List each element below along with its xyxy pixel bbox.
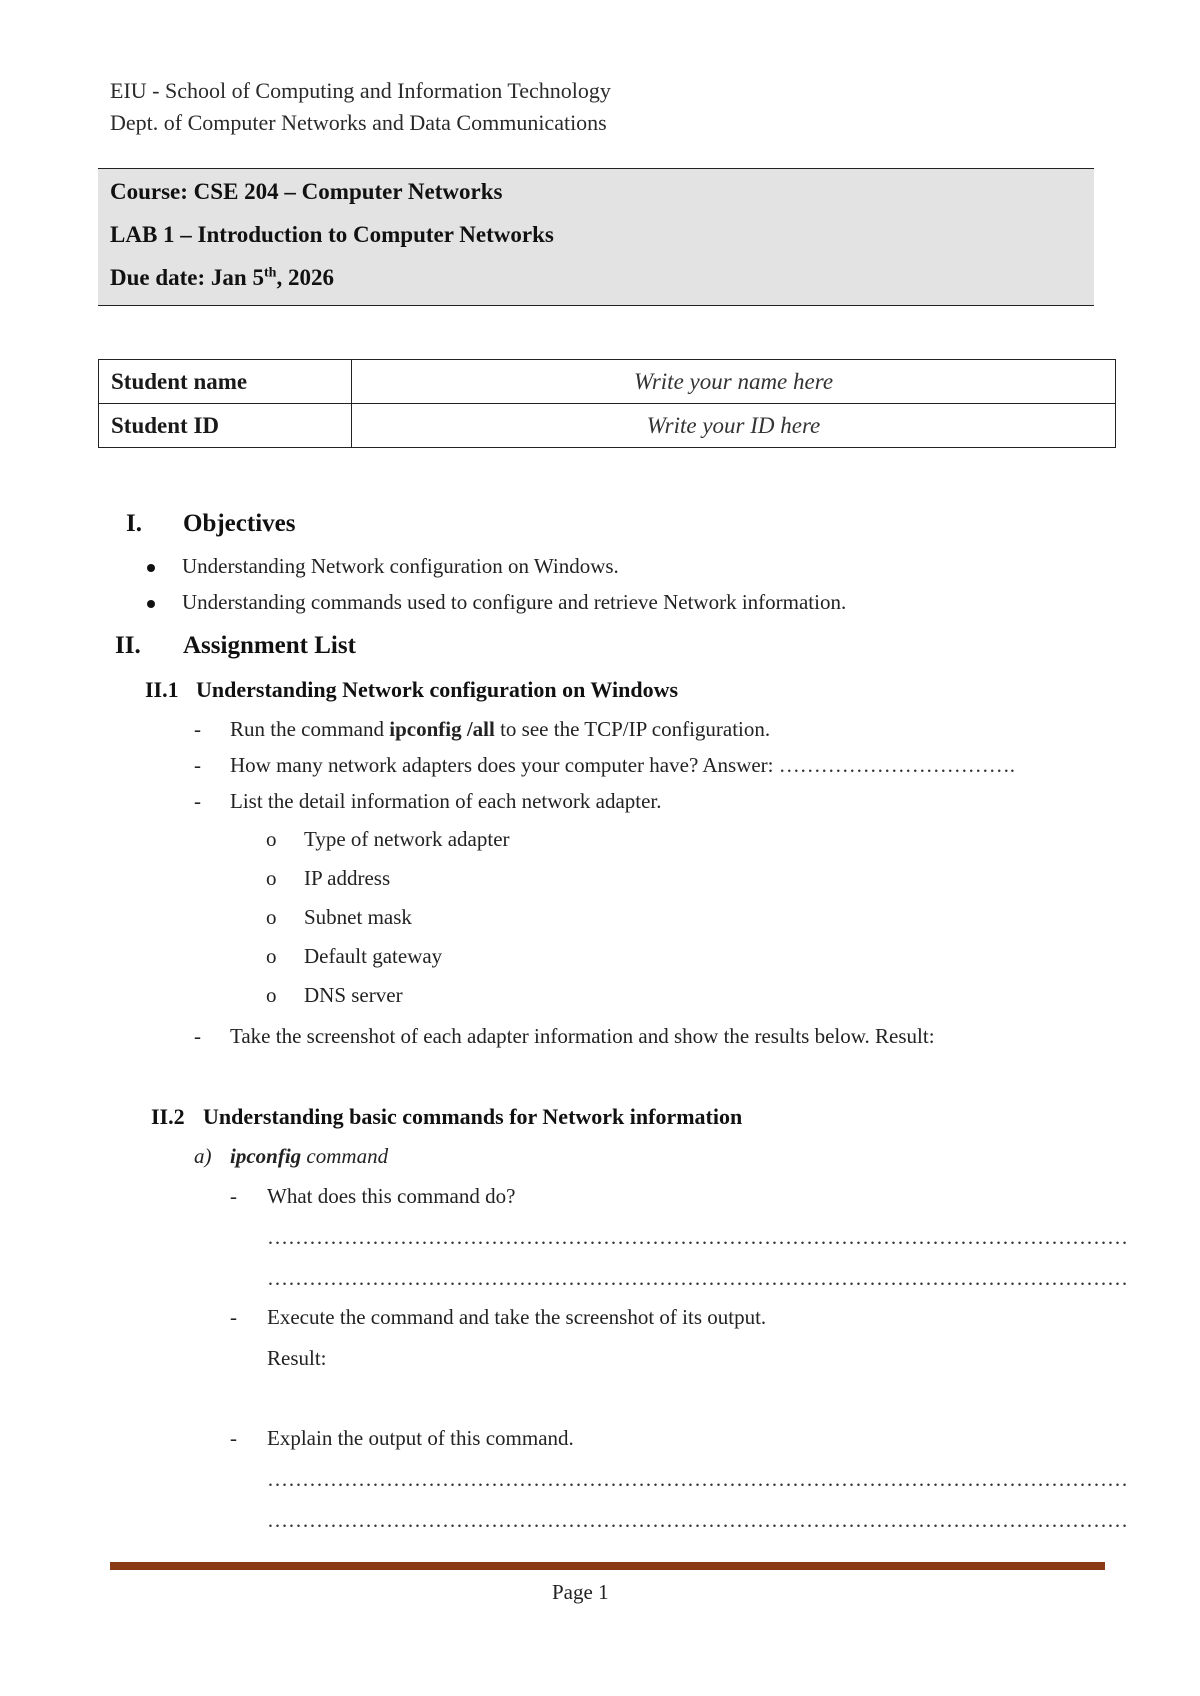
due-date: Due date: Jan 5th, 2026 — [110, 265, 334, 290]
section2-number: II. — [115, 632, 141, 659]
answer-line[interactable]: …………………………………………………………………………………………………………… — [267, 1266, 1128, 1290]
question-explain: Explain the output of this command. — [267, 1426, 574, 1450]
dash-marker: - — [230, 1184, 237, 1208]
circle-bullet-icon: o — [266, 983, 277, 1007]
dash-marker: - — [194, 789, 201, 813]
detail-item: DNS server — [304, 983, 403, 1007]
sub1-number: II.1 — [145, 677, 179, 702]
answer-blank[interactable]: ……………………………. — [778, 753, 1016, 777]
dash-marker: - — [230, 1305, 237, 1329]
section1-number: I. — [126, 510, 142, 537]
header-dept: Dept. of Computer Networks and Data Communications — [110, 110, 607, 135]
dash-marker: - — [194, 1024, 201, 1048]
item-a-label: a) — [194, 1144, 212, 1168]
detail-item: Subnet mask — [304, 905, 412, 929]
circle-bullet-icon: o — [266, 866, 277, 890]
circle-bullet-icon: o — [266, 827, 277, 851]
student-name-label: Student name — [99, 360, 352, 404]
circle-bullet-icon: o — [266, 905, 277, 929]
answer-line[interactable]: …………………………………………………………………………………………………………… — [267, 1467, 1128, 1491]
task-screenshot: Take the screenshot of each adapter information and show the results below. Result: — [230, 1024, 935, 1048]
section1-title: Objectives — [183, 510, 296, 537]
result-label: Result: — [267, 1346, 327, 1370]
bullet-dot-icon — [147, 564, 155, 572]
question-what-does: What does this command do? — [267, 1184, 516, 1208]
lab-title: LAB 1 – Introduction to Computer Networks — [110, 222, 554, 247]
objective-item: Understanding commands used to configure and retrieve Network information. — [182, 590, 847, 614]
footer-rule — [110, 1562, 1105, 1570]
course-title: Course: CSE 204 – Computer Networks — [110, 179, 503, 204]
answer-line[interactable]: …………………………………………………………………………………………………………… — [267, 1508, 1128, 1532]
objective-item: Understanding Network configuration on Windows. — [182, 554, 619, 578]
section2-title: Assignment List — [183, 632, 356, 659]
sub1-title: Understanding Network configuration on Windows — [196, 677, 679, 702]
bullet-dot-icon — [147, 600, 155, 608]
item-a-title: ipconfig command — [230, 1144, 389, 1168]
question-execute: Execute the command and take the screenshot of its output. — [267, 1305, 767, 1329]
detail-item: IP address — [304, 866, 391, 890]
dash-marker: - — [194, 753, 201, 777]
answer-line[interactable]: …………………………………………………………………………………………………………… — [267, 1225, 1128, 1249]
student-id-field[interactable]: Write your ID here — [352, 404, 1116, 448]
table-row — [99, 360, 1116, 404]
course-info-box — [98, 168, 1094, 306]
student-info-table — [98, 359, 1116, 448]
table-row — [99, 404, 1116, 448]
dash-marker: - — [194, 717, 201, 741]
sub2-title: Understanding basic commands for Network information — [203, 1104, 743, 1129]
header-school: EIU - School of Computing and Information Technology — [110, 78, 611, 103]
page-number: Page 1 — [552, 1580, 609, 1604]
detail-item: Type of network adapter — [304, 827, 510, 851]
circle-bullet-icon: o — [266, 944, 277, 968]
task-adapter-details: List the detail information of each network adapter. — [230, 789, 662, 813]
task-adapter-count: How many network adapters does your computer have? Answer: ……………………………. — [230, 753, 1016, 777]
student-name-field[interactable]: Write your name here — [352, 360, 1116, 404]
dash-marker: - — [230, 1426, 237, 1450]
student-id-label: Student ID — [99, 404, 352, 448]
sub2-number: II.2 — [151, 1104, 185, 1129]
detail-item: Default gateway — [304, 944, 443, 968]
task-run-ipconfig-all: Run the command ipconfig /all to see the TCP/IP configuration. — [230, 717, 771, 741]
